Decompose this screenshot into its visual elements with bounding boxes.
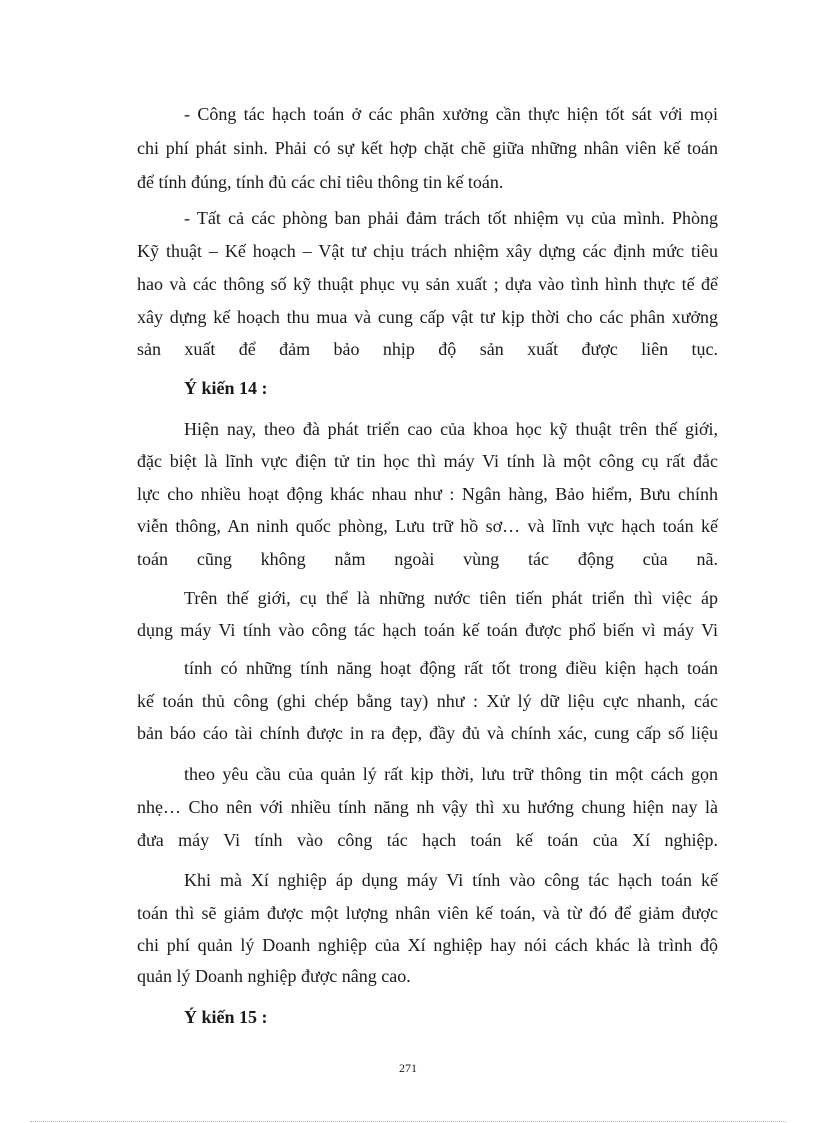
paragraph-4-line-6: theo yêu cầu của quản lý rất kịp thời, lưu trữ thông tin một cách gọn — [184, 764, 718, 784]
paragraph-2-line-3: hao và các thông số kỹ thuật phục vụ sản xuất ; dựa vào tình hình thực tế để — [137, 274, 718, 294]
paragraph-2-line-1: - Tất cả các phòng ban phải đảm trách tốt nhiệm vụ của mình. Phòng — [184, 208, 718, 228]
paragraph-4-line-2: dụng máy Vi tính vào công tác hạch toán kế toán được phổ biến vì máy Vi — [137, 620, 718, 640]
paragraph-5-line-1: Khi mà Xí nghiệp áp dụng máy Vi tính vào công tác hạch toán kế — [184, 870, 718, 890]
paragraph-2-line-2: Kỹ thuật – Kế hoạch – Vật tư chịu trách nhiệm xây dựng các định mức tiêu — [137, 241, 718, 261]
bottom-divider — [30, 1121, 786, 1122]
paragraph-4-line-8: đưa máy Vi tính vào công tác hạch toán kế toán của Xí nghiệp. — [137, 830, 718, 850]
page-number: 271 — [399, 1061, 417, 1075]
section-heading-14: Ý kiến 14 : — [184, 378, 268, 398]
paragraph-4-line-3: tính có những tính năng hoạt động rất tốt trong điều kiện hạch toán — [184, 658, 718, 678]
paragraph-2-line-4: xây dựng kế hoạch thu mua và cung cấp vật tư kịp thời cho các phân xưởng — [137, 307, 718, 327]
paragraph-1-line-1: - Công tác hạch toán ở các phân xưởng cần thực hiện tốt sát với mọi — [184, 104, 718, 124]
paragraph-3-line-1: Hiện nay, theo đà phát triển cao của khoa học kỹ thuật trên thế giới, — [184, 419, 718, 439]
paragraph-4-line-7: nhẹ… Cho nên với nhiều tính năng nh vậy thì xu hướng chung hiện nay là — [137, 797, 718, 817]
paragraph-3-line-3: lực cho nhiều hoạt động khác nhau như : Ngân hàng, Bảo hiểm, Bưu chính — [137, 484, 718, 504]
section-heading-15: Ý kiến 15 : — [184, 1007, 268, 1027]
paragraph-4-line-4: kế toán thủ công (ghi chép bằng tay) như : Xử lý dữ liệu cực nhanh, các — [137, 691, 718, 711]
paragraph-2-line-5: sản xuất để đảm bảo nhịp độ sản xuất được liên tục. — [137, 339, 718, 359]
paragraph-4-line-5: bản báo cáo tài chính được in ra đẹp, đầy đủ và chính xác, cung cấp số liệu — [137, 723, 718, 743]
paragraph-3-line-5: toán cũng không nằm ngoài vùng tác động của nã. — [137, 549, 718, 569]
paragraph-3-line-4: viễn thông, An ninh quốc phòng, Lưu trữ hồ sơ… và lĩnh vực hạch toán kế — [137, 516, 718, 536]
paragraph-1-line-3: để tính đúng, tính đủ các chỉ tiêu thông tin kế toán. — [137, 172, 504, 192]
paragraph-3-line-2: đặc biệt là lĩnh vực điện tử tin học thì máy Vi tính là một công cụ rất đắc — [137, 451, 718, 471]
paragraph-4-line-1: Trên thế giới, cụ thể là những nước tiên tiến phát triển thì việc áp — [184, 588, 718, 608]
paragraph-5-line-4: quản lý Doanh nghiệp được nâng cao. — [137, 966, 411, 986]
paragraph-5-line-3: chi phí quản lý Doanh nghiệp của Xí nghiệp hay nói cách khác là trình độ — [137, 935, 718, 955]
paragraph-1-line-2: chi phí phát sinh. Phải có sự kết hợp chặt chẽ giữa những nhân viên kế toán — [137, 138, 718, 158]
paragraph-5-line-2: toán thì sẽ giảm được một lượng nhân viên kế toán, và từ đó để giảm được — [137, 903, 718, 923]
